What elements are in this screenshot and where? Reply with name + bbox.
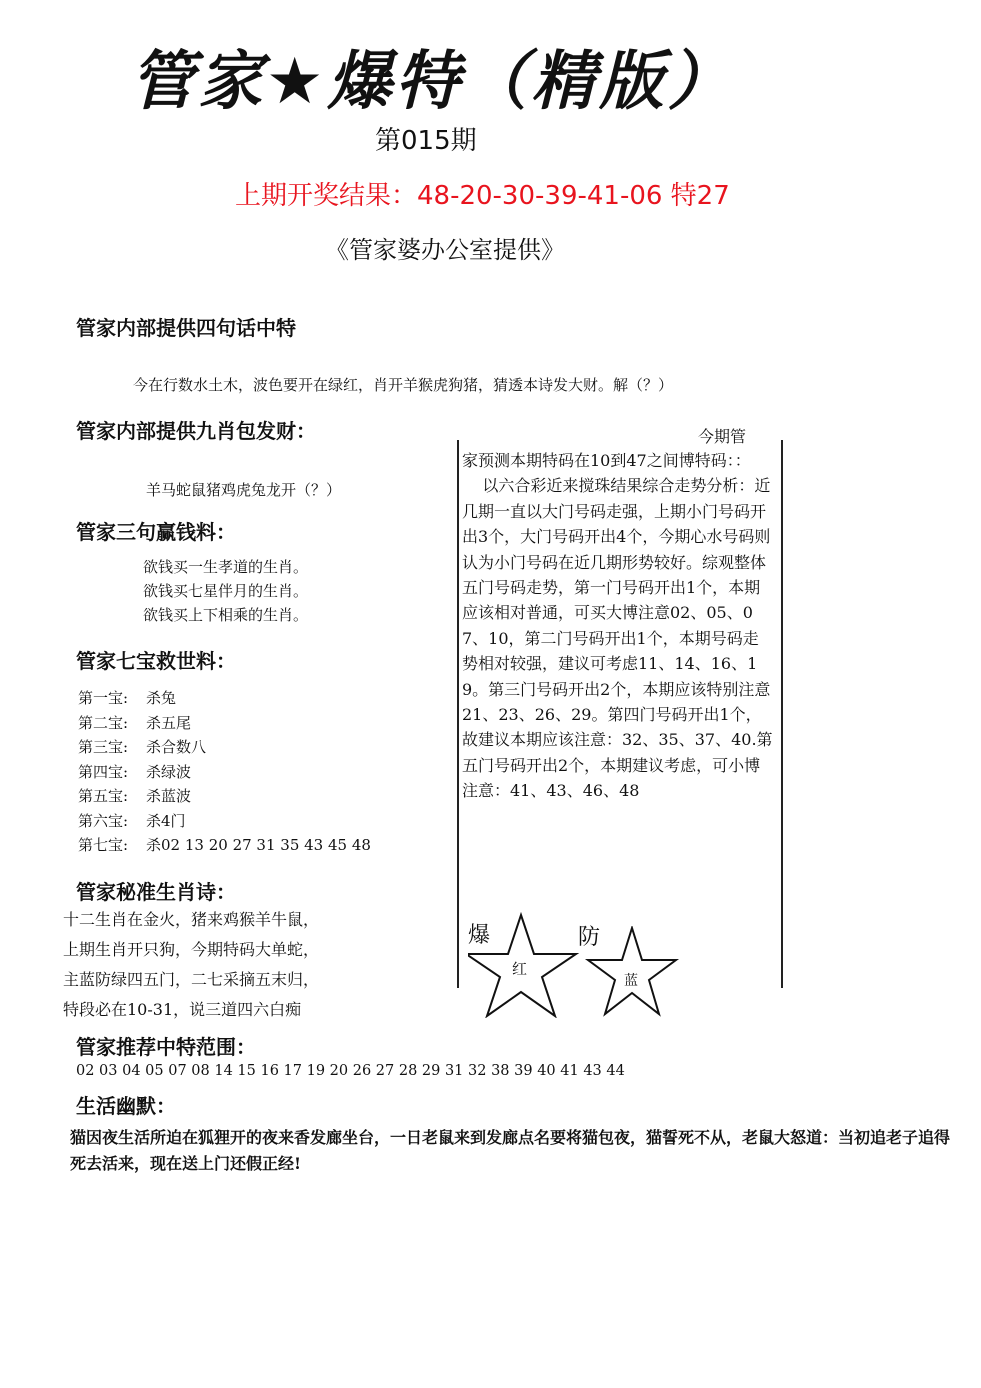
analysis-text: 家预测本期特码在10到47之间博特码：： 以六合彩近来搅珠结果综合走势分析：近几期一直以大门号码走强，上期小门号码开出3个，大门号码开出4个，今期心水号码则认为小门号码在近几期形势较好。综观整体五门号码走势，第一门号码开出1个，本期应该相对普通，可买大博注意02、05、07、10，第二门号码开出1个，本期号码走势相对较强，建议可考虑11、14、16、19。第三门号码开出2个，本期应该特别注意21、23、26、29。第四门号码开出1个，故建议本期应该注意：32、35、37、40.第五门号码开出2个，本期建议考虑，可小博注意：41、43、46、48: [462, 451, 773, 801]
poem-line: 十二生肖在金火，猪来鸡猴羊牛鼠，: [63, 910, 320, 929]
treasure-value: 杀绿波: [146, 762, 192, 781]
poem-line: 特段必在10-31，说三道四六白痴: [63, 1000, 302, 1019]
treasure-value: 杀兔: [146, 689, 177, 707]
treasure-value: 杀五尾: [146, 713, 192, 732]
treasure-row: [78, 809, 371, 834]
treasure-label: 第五宝:: [78, 787, 129, 805]
star-right-label: 防: [578, 925, 601, 950]
three-lines-list: [143, 555, 308, 627]
humor-text: 猫因夜生活所迫在狐狸开的夜来香发廊坐台，一日老鼠来到发廊点名要将猫包夜，猫誓死不从，老鼠大怒道：当初追老子追得死去活来，现在送上门还假正经!: [70, 1128, 951, 1173]
three-line-item: 欲钱买上下相乘的生肖。: [143, 606, 309, 624]
treasure-row: [78, 686, 371, 711]
star-left-inner: 红: [512, 960, 528, 978]
seven-treasures-list: [78, 686, 371, 858]
four-lines-text: 今在行数水土木，波色要开在绿红，肖开羊猴虎狗猪，猜透本诗发大财。解（？）: [133, 376, 674, 394]
treasure-row: [78, 711, 371, 736]
treasure-value: 杀4门: [146, 811, 186, 830]
treasure-value: 杀合数八: [146, 738, 207, 756]
treasure-value: 杀蓝波: [146, 787, 192, 805]
treasure-value: 杀02 13 20 27 31 35 43 45 48: [146, 836, 371, 854]
poem-line: 主蓝防绿四五门，二七采摘五末归，: [63, 970, 320, 989]
page-title: 管家★爆特（精版）: [130, 45, 736, 119]
three-lines-heading: 管家三句赢钱料：: [76, 520, 236, 544]
last-result: 上期开奖结果：48-20-30-39-41-06 特27: [235, 181, 730, 211]
issue-number: 第015期: [375, 126, 477, 156]
poem-heading: 管家秘准生肖诗：: [76, 880, 236, 904]
treasure-row: [78, 735, 371, 760]
recommend-numbers: 02 03 04 05 07 08 14 15 16 17 19 20 26 27 28 29 31 32 38 39 40 41 43 44: [76, 1063, 625, 1079]
three-line-item: 欲钱买七星伴月的生肖。: [143, 582, 309, 600]
treasure-row: [78, 760, 371, 785]
poem-line: 上期生肖开只狗，今期特码大单蛇，: [63, 940, 320, 959]
four-lines-heading: 管家内部提供四句话中特: [76, 316, 296, 340]
star-right-inner: 蓝: [624, 973, 638, 989]
treasure-label: 第四宝:: [78, 762, 129, 781]
treasure-row: [78, 784, 371, 809]
poem-lines: [63, 905, 319, 1025]
star-left-icon: [468, 912, 588, 1018]
treasure-label: 第七宝:: [78, 836, 129, 854]
seven-treasures-heading: 管家七宝救世料：: [76, 649, 236, 673]
humor-heading: 生活幽默：: [76, 1094, 176, 1118]
three-line-item: 欲钱买一生孝道的生肖。: [143, 558, 309, 576]
analysis-top: 今期管: [698, 427, 747, 446]
treasure-label: 第二宝:: [78, 713, 129, 732]
recommend-heading: 管家推荐中特范围：: [76, 1035, 256, 1059]
treasure-label: 第一宝:: [78, 689, 129, 707]
treasure-label: 第三宝:: [78, 738, 129, 756]
provider-line: 《管家婆办公室提供》: [325, 236, 565, 264]
nine-zodiac-heading: 管家内部提供九肖包发财：: [76, 419, 316, 443]
treasure-label: 第六宝:: [78, 811, 129, 830]
treasure-row: [78, 833, 371, 858]
nine-zodiac-text: 羊马蛇鼠猪鸡虎兔龙开（？）: [146, 481, 342, 499]
star-left-label: 爆: [468, 923, 491, 948]
